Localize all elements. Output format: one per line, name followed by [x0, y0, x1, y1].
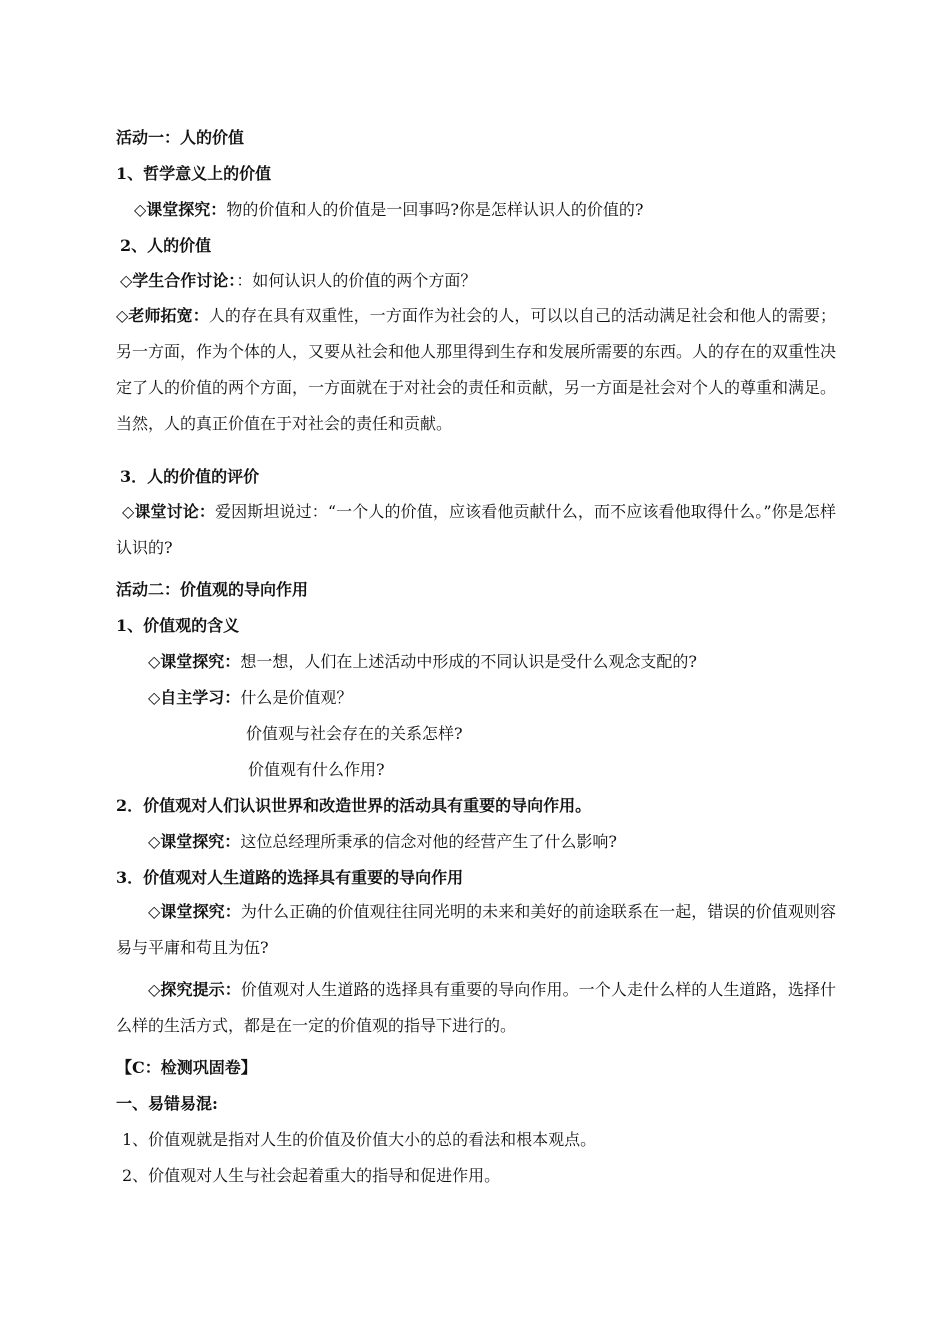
section-c-title: 【C：检测巩固卷】 — [116, 1058, 257, 1077]
activity1-s2-discuss — [120, 271, 476, 291]
discuss-label: ◇课堂讨论： — [122, 502, 216, 521]
activity2-s1-title: 1、价值观的含义 — [116, 616, 240, 635]
teacher-label: ◇老师拓宽： — [116, 306, 209, 325]
activity2-s2-explore — [148, 832, 617, 852]
self-study-q3: 价值观有什么作用? — [248, 760, 385, 779]
hint-label: ◇探究提示： — [148, 980, 241, 999]
list-item: 1、价值观就是指对人生的价值及价值大小的总的看法和根本观点。 — [122, 1130, 597, 1149]
explore-label: ◇课堂探究： — [148, 902, 241, 921]
hint-text: 价值观对人生道路的选择具有重要的导向作用。一个人走什么样的人生道路，选择什么样的生活方式，都是在一定的价值观的指导下进行的。 — [116, 980, 836, 1035]
explore-label: ◇课堂探究： — [134, 200, 227, 219]
explore-label: ◇课堂探究： — [148, 652, 241, 671]
activity1-s3-discuss — [116, 494, 836, 566]
explore-text: 物的价值和人的价值是一回事吗?你是怎样认识人的价值的? — [226, 200, 644, 219]
activity1-heading: 活动一：人的价值 — [116, 128, 245, 147]
activity1-s1-title: 1、哲学意义上的价值 — [116, 164, 272, 183]
list-item: 2、价值观对人生与社会起着重大的指导和促进作用。 — [122, 1166, 501, 1185]
activity1-s1-explore — [134, 200, 643, 220]
teacher-text: 人的存在具有双重性，一方面作为社会的人，可以以自己的活动满足社会和他人的需要；另一方面，作为个体的人，又要从社会和他人那里得到生存和发展所需要的东西。人的存在的双重性决定了人的价值的两个方面，一方面就在于对社会的责任和贡献，另一方面是社会对个人的尊重和满足。当然，人的真正价值在于对社会的责任和贡献。 — [116, 306, 837, 433]
discuss-text: ：如何认识人的价值的两个方面？ — [236, 271, 477, 290]
self-study-label: ◇自主学习： — [148, 688, 241, 707]
discuss-text: 爱因斯坦说过：“一个人的价值，应该看他贡献什么，而不应该看他取得什么。”你是怎样认识的? — [116, 502, 836, 557]
explore-label: ◇课堂探究： — [148, 832, 241, 851]
activity1-s2-teacher — [116, 298, 836, 442]
activity2-s2-title: 2．价值观对人们认识世界和改造世界的活动具有重要的导向作用。 — [116, 796, 592, 815]
explore-text: 为什么正确的价值观往往同光明的未来和美好的前途联系在一起，错误的价值观则容易与平庸和苟且为伍? — [116, 902, 836, 957]
activity2-s3-explore — [116, 894, 836, 966]
activity1-s3-title: 3．人的价值的评价 — [120, 467, 260, 486]
activity2-s1-self — [148, 688, 352, 708]
activity1-s2-title: 2、人的价值 — [120, 236, 212, 255]
activity2-heading: 活动二：价值观的导向作用 — [116, 580, 309, 599]
activity2-s3-title: 3．价值观对人生道路的选择具有重要的导向作用 — [116, 868, 464, 887]
explore-text: 想一想，人们在上述活动中形成的不同认识是受什么观念支配的? — [240, 652, 697, 671]
activity2-s3-hint — [116, 972, 836, 1044]
discuss-label: ◇学生合作讨论： — [120, 271, 237, 290]
self-study-q1: 什么是价值观？ — [240, 688, 353, 707]
section-c-part1-title: 一、易错易混: — [116, 1094, 218, 1113]
self-study-q2: 价值观与社会存在的关系怎样? — [246, 724, 463, 743]
explore-text: 这位总经理所秉承的信念对他的经营产生了什么影响? — [240, 832, 617, 851]
activity2-s1-explore — [148, 652, 697, 672]
